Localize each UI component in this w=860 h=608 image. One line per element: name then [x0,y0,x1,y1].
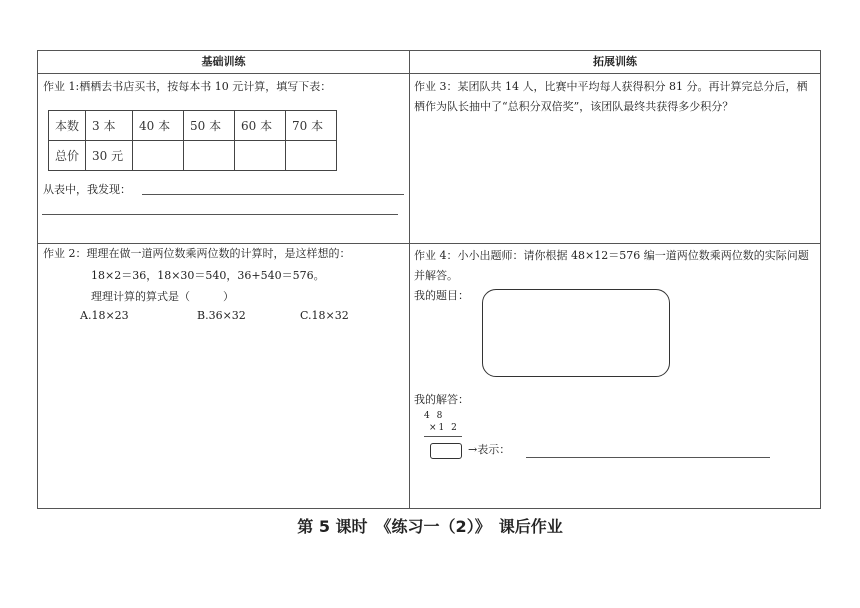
table-cell: 本数 [49,111,86,141]
table-cell: 70 本 [286,111,337,141]
header-divider [38,73,820,74]
table-cell [235,141,286,171]
table-cell: 40 本 [133,111,184,141]
table-row [49,141,337,171]
calc-top: 4 8 [424,411,445,421]
column-divider [409,51,410,508]
table-cell [286,141,337,171]
question-box [482,289,670,377]
option-c: C.18×32 [300,309,349,322]
table-cell: 30 元 [86,141,133,171]
answer-line [142,194,404,195]
my-question-label: 我的题目： [414,289,469,302]
table-cell: 60 本 [235,111,286,141]
table-cell [133,141,184,171]
task4-text: 作业 4：小小出题师：请你根据 48×12＝576 编一道两位数乘两位数的实际问题并解答。 [414,249,809,282]
header-extended-training: 拓展训练 [593,55,637,68]
table-cell: 3 本 [86,111,133,141]
my-answer-label: 我的解答： [414,393,469,406]
calc-bottom: ×1 2 [429,423,459,433]
table-cell: 总价 [49,141,86,171]
task2-text: 作业 2：理理在做一道两位数乘两位数的计算时，是这样想的： [43,247,351,260]
table-cell: 50 本 [184,111,235,141]
header-basic-training: 基础训练 [201,55,246,68]
finding-label: 从表中，我发现： [43,183,131,196]
option-a: A.18×23 [80,309,129,322]
calc-line [424,436,462,437]
table-cell [184,141,235,171]
worksheet-table [37,50,821,509]
answer-line [42,214,398,215]
represents-label: →表示： [468,443,511,456]
task2-equation: 18×2＝36，18×30＝540，36+540＝576。 [91,269,325,282]
task3-text: 作业 3：某团队共 14 人，比赛中平均每人获得积分 81 分。再计算完总分后，栖栖作为队长抽中了“总积分双倍奖”，该团队最终共获得多少积分？ [414,80,808,113]
task2-question: 理理计算的算式是（ ） [91,290,234,303]
page-title: 第 5 课时 《练习一（2）》 课后作业 [297,517,563,536]
answer-line [526,457,770,458]
option-b: B.36×32 [197,309,246,322]
price-table [48,110,337,171]
table-row [49,111,337,141]
task1-text: 作业 1:栖栖去书店买书，按每本书 10 元计算，填写下表： [43,80,332,93]
result-box [430,443,462,459]
